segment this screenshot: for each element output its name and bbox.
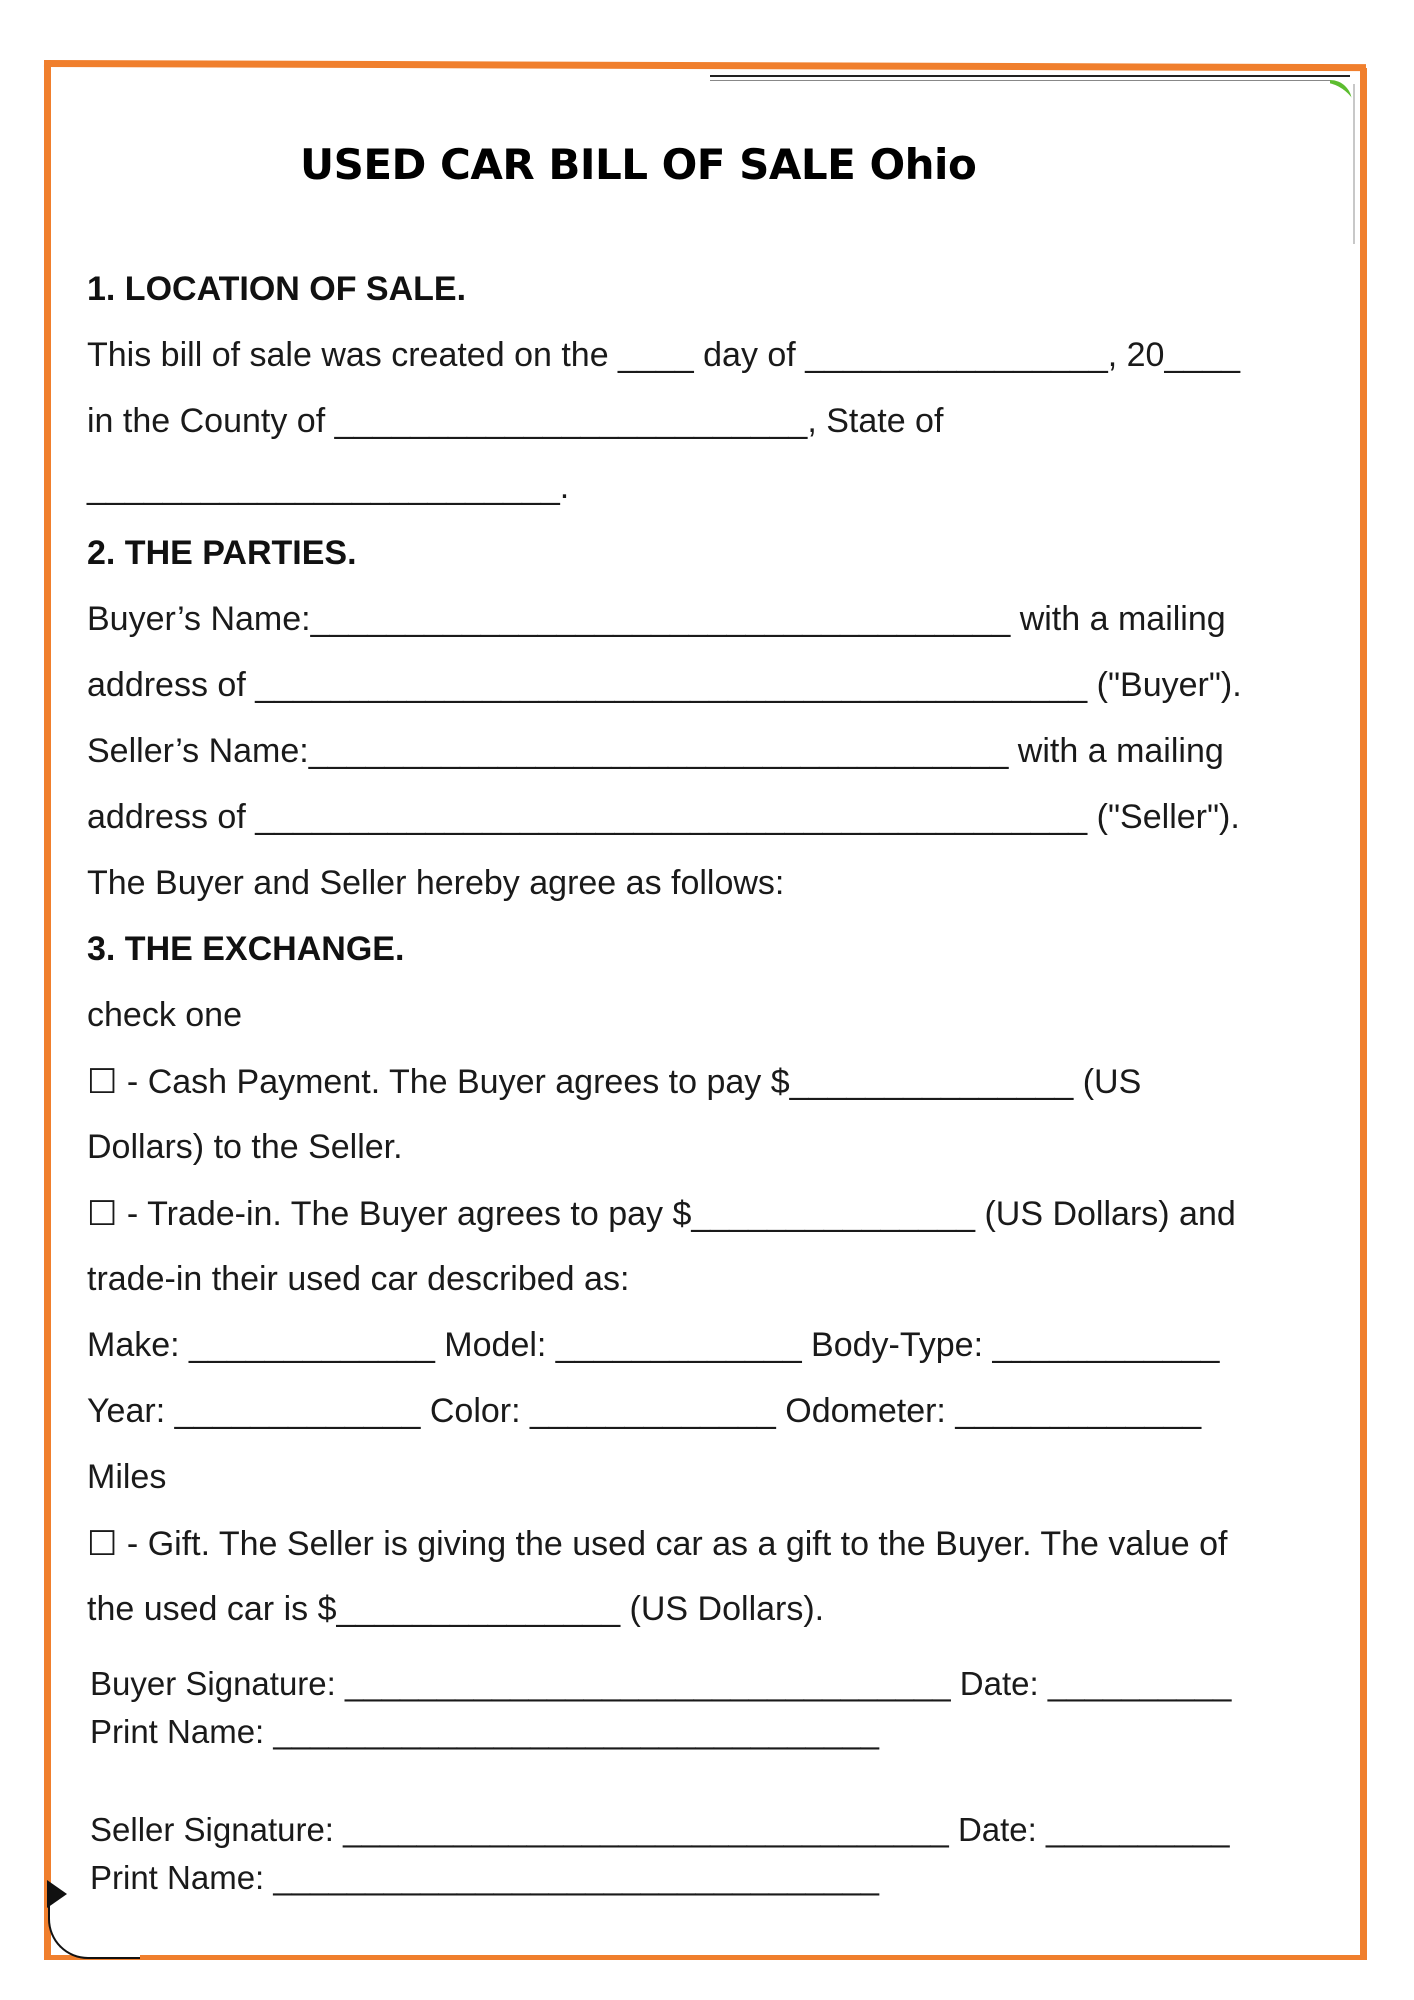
section-heading-parties: 2. THE PARTIES. [87,534,357,572]
seller-signature-line: Seller Signature: _________________________________ Date: __________ [90,1811,1230,1848]
gift-option: ☐ - Gift. The Seller is giving the used car as a gift to the Buyer. The value of [87,1525,1228,1563]
buyer-print-name-line: Print Name: _________________________________ [90,1713,880,1750]
cash-payment-continued: Dollars) to the Seller. [87,1128,403,1166]
state-blank-line: _________________________. [87,468,570,506]
trade-in-option: ☐ - Trade-in. The Buyer agrees to pay $_______________ (US Dollars) and [87,1195,1236,1233]
buyer-address-line: address of ____________________________________________ ("Buyer"). [87,666,1242,704]
buyer-signature-line: Buyer Signature: _________________________________ Date: __________ [90,1665,1232,1702]
triangle-marker-icon [47,1880,67,1908]
header-rule-thin [710,80,1330,81]
cash-payment-option: ☐ - Cash Payment. The Buyer agrees to pay $_______________ (US [87,1063,1142,1101]
miles-label: Miles [87,1458,167,1496]
vehicle-year-color-line: Year: _____________ Color: _____________ Odometer: _____________ [87,1392,1202,1430]
buyer-name-line: Buyer’s Name:_____________________________________ with a mailing [87,600,1226,638]
frame-border-top [44,60,1366,71]
section-heading-location: 1. LOCATION OF SALE. [87,270,467,308]
seller-address-line: address of ____________________________________________ ("Seller"). [87,798,1240,836]
agreement-line: The Buyer and Seller hereby agree as follows: [87,864,785,902]
county-state-line: in the County of _________________________, State of [87,402,944,440]
frame-border-bottom [48,1955,1366,1960]
frame-border-left [44,60,51,1960]
corner-curve-top-right [1300,82,1360,142]
grey-edge-accent [1353,84,1355,244]
gift-continued: the used car is $_______________ (US Dollars). [87,1590,825,1628]
sale-date-line: This bill of sale was created on the ____ day of ________________, 20____ [87,336,1241,374]
header-rule [710,75,1350,77]
vehicle-make-model-line: Make: _____________ Model: _____________ Body-Type: ____________ [87,1326,1220,1364]
frame-border-right [1360,68,1367,1960]
trade-in-continued: trade-in their used car described as: [87,1260,630,1298]
seller-name-line: Seller’s Name:_____________________________________ with a mailing [87,732,1224,770]
section-heading-exchange: 3. THE EXCHANGE. [87,930,405,968]
document-title: USED CAR BILL OF SALE Ohio [300,140,977,189]
check-one-label: check one [87,996,242,1034]
corner-curve-bottom-left [48,1905,140,1959]
seller-print-name-line: Print Name: _________________________________ [90,1859,880,1896]
